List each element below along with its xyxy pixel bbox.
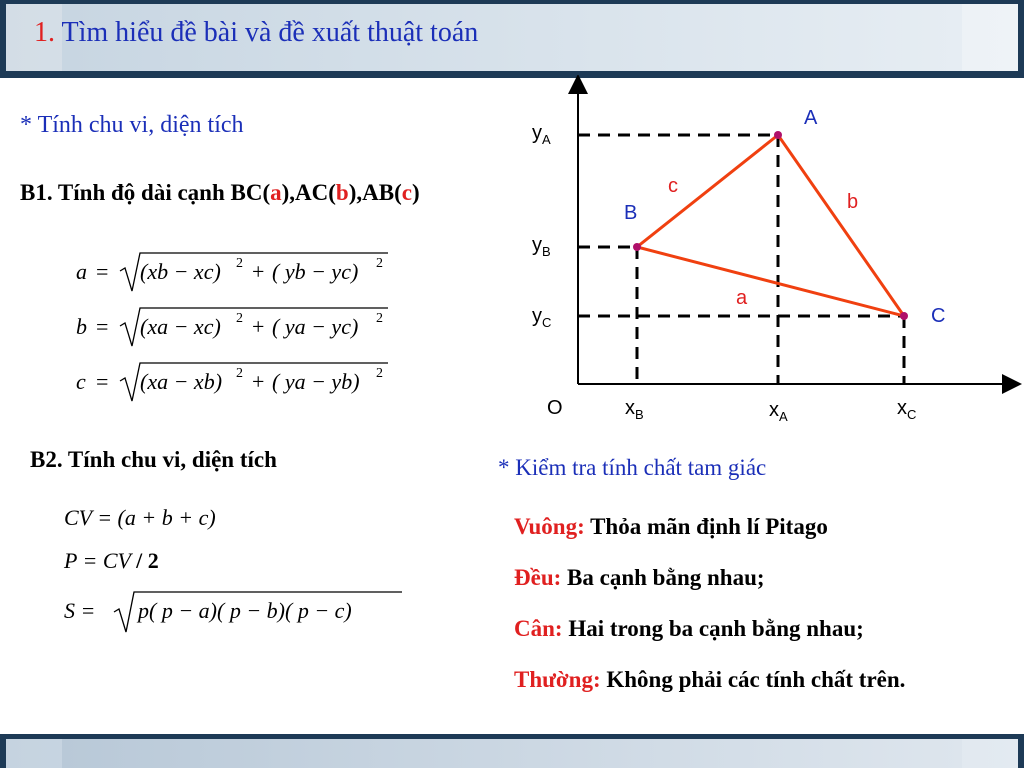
formula-c [76,363,388,401]
label-ya: $y_A$ [532,122,551,147]
property-right [514,514,828,540]
point-c [900,312,908,320]
formula-b-inner2: ( ya − yc) [272,314,359,339]
point-a [774,131,782,139]
b1-prefix: B1. Tính độ dài cạnh BC( [20,180,271,205]
title-number: 1. [34,17,55,48]
label-point-a: A [804,107,818,129]
property-equilateral-text: Ba cạnh bằng nhau; [567,565,765,590]
label-xc: $x_C$ [897,397,917,422]
property-equilateral [514,565,765,591]
label-origin: O [547,397,563,419]
formula-b-eq: = [96,314,109,339]
formula-s-lhs: S = [64,598,96,623]
formula-s [60,586,410,636]
formula-a-eq: = [96,259,109,284]
label-point-c: C [931,305,946,327]
formula-b-lhs: b [76,314,87,339]
slide-title [34,17,478,49]
step-b2: B2. Tính chu vi, diện tích [30,447,277,472]
check-heading: * Kiểm tra tính chất tam giác [498,455,767,480]
formula-p [64,548,159,574]
distance-formulas [70,245,400,410]
formula-a-exp1: 2 [236,256,243,271]
formula-b-inner1: (xa − xc) [140,314,221,339]
formula-b-exp2: 2 [376,311,383,326]
b1-end: ) [411,180,420,205]
point-b [633,243,641,251]
formula-a-inner2: ( yb − yc) [272,259,359,284]
property-equilateral-label: Đều: [514,565,562,590]
property-right-label: Vuông: [514,514,585,539]
formula-p-div: / 2 [136,548,159,573]
step-b1 [20,180,420,206]
formula-c-exp1: 2 [236,366,243,381]
label-side-b: b [847,191,859,213]
label-side-c: c [668,175,678,197]
formula-p-expr: P = CV [64,548,131,573]
formula-c-inner1: (xa − xb) [140,369,223,394]
intro-text: * Tính chu vi, diện tích [20,112,244,138]
formula-c-lhs: c [76,369,86,394]
label-point-b: B [624,202,638,224]
formula-c-inner2: ( ya − yb) [272,369,360,394]
property-ordinary-text: Không phải các tính chất trên. [606,667,906,692]
label-yb: $y_B$ [532,234,551,259]
formula-c-eq: = [96,369,109,394]
formula-b [76,308,388,346]
formula-b-plus: + [252,314,265,339]
label-xb: $x_B$ [625,397,644,422]
b1-side-c: c [401,180,412,205]
property-isosceles-label: Cân: [514,616,563,641]
formula-b-exp1: 2 [236,311,243,326]
label-yc: $y_C$ [532,305,552,330]
property-isosceles [514,616,864,642]
formula-cv: CV = (a + b + c) [64,505,216,530]
label-side-a: a [736,287,748,309]
label-xa: $x_A$ [769,399,788,424]
formula-a-lhs: a [76,259,87,284]
triangle-abc [637,135,904,316]
property-right-text: Thỏa mãn định lí Pitago [590,514,828,539]
dashed-guides [578,135,904,384]
formula-a-exp2: 2 [376,256,383,271]
footer-bar-shade [62,739,962,768]
formula-a-inner1: (xb − xc) [140,259,221,284]
title-text: Tìm hiểu đề bài và đề xuất thuật toán [61,17,479,48]
footer-bar [0,734,1024,768]
formula-s-rhs: p( p − a)( p − b)( p − c) [138,598,352,623]
b1-side-a: a [270,180,282,205]
formula-a-plus: + [252,259,265,284]
b1-side-b: b [335,180,349,205]
property-ordinary [514,667,905,693]
title-bar [0,0,1024,78]
formula-a [76,253,388,291]
property-ordinary-label: Thường: [514,667,601,692]
property-isosceles-text: Hai trong ba cạnh bằng nhau; [568,616,864,641]
triangle-diagram [520,75,1024,435]
b1-mid1: ),AC( [281,180,336,205]
formula-c-exp2: 2 [376,366,383,381]
formula-c-plus: + [252,369,265,394]
b1-mid2: ),AB( [348,180,402,205]
